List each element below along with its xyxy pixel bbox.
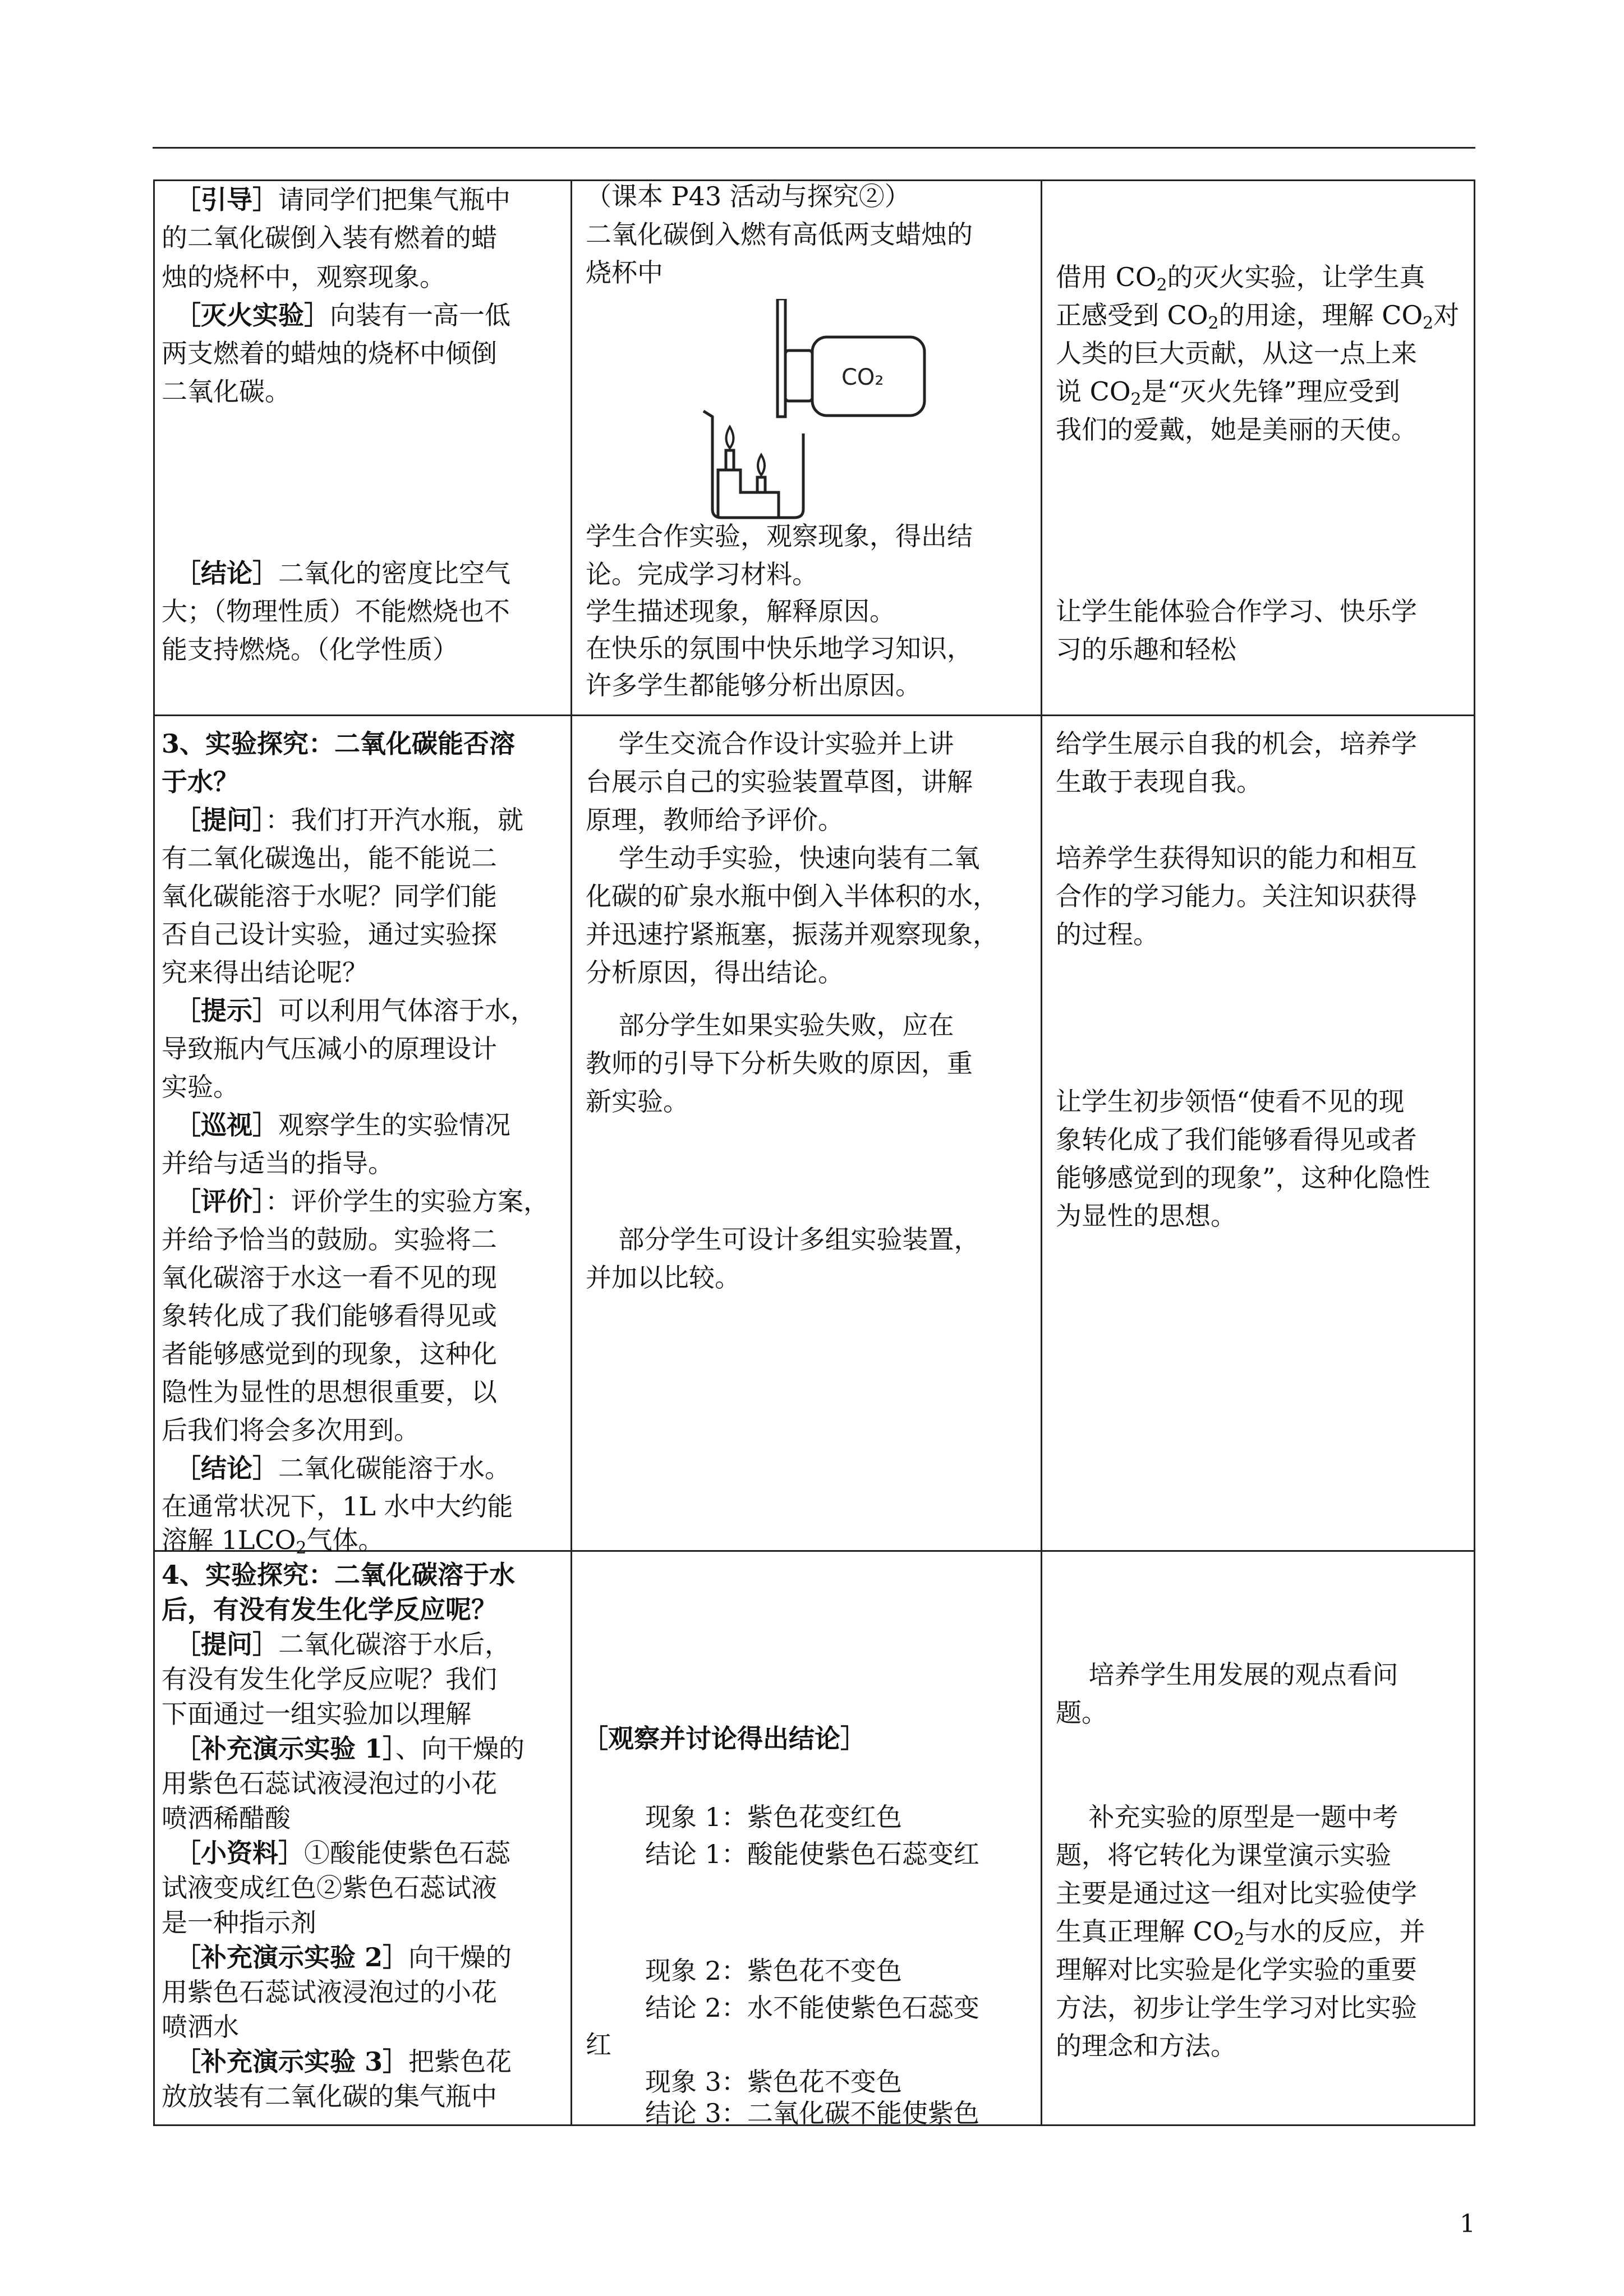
text-line: 并迅速拧紧瓶塞，振荡并观察现象，: [586, 919, 999, 949]
text-line: 借用 $CO_2$的灭火实验，让学生真: [1056, 262, 1425, 295]
text-line: 烛的烧杯中，观察现象。: [162, 262, 445, 292]
text-line: 并给予恰当的鼓励。实验将二: [162, 1224, 497, 1255]
text-line: 我们的爱戴，她是美丽的天使。: [1056, 414, 1417, 445]
text-line: 大；（物理性质）不能燃烧也不: [162, 596, 510, 626]
text-line: ［灭火实验］向装有一高一低: [175, 300, 510, 330]
short-candle: [757, 477, 765, 492]
text-line: 溶解 $1LCO_2$气体。: [162, 1525, 384, 1558]
tall-candle: [726, 450, 734, 470]
text-line: 给学生展示自我的机会，培养学: [1056, 729, 1417, 759]
text-line: 在通常状况下，1L 水中大约能: [162, 1491, 513, 1522]
section-heading: 后，有没有发生化学反应呢？: [162, 1594, 497, 1625]
text-line: 试液变成红色②紫色石蕊试液: [162, 1873, 497, 1903]
text-line: 隐性为显性的思想很重要，以: [162, 1377, 497, 1407]
text-line: 者能够感觉到的现象，这种化: [162, 1339, 497, 1369]
text-line: 教师的引导下分析失败的原因，重: [586, 1048, 973, 1078]
text-line: ［提问］二氧化碳溶于水后，: [175, 1629, 510, 1659]
text-line: 二氧化碳倒入燃有高低两支蜡烛的: [586, 219, 973, 250]
text-line: ［评价］：评价学生的实验方案，: [175, 1186, 549, 1216]
text-line: 部分学生如果实验失败，应在: [586, 1010, 954, 1040]
text-line: 能支持燃烧。（化学性质）: [162, 634, 458, 665]
text-line: 学生动手实验，快速向装有二氧: [586, 843, 980, 873]
text-line: 习的乐趣和轻松: [1056, 634, 1236, 665]
teacher-activity-cell: [154, 181, 572, 716]
text-line: 后我们将会多次用到。: [162, 1415, 420, 1445]
text-line: 两支燃着的蜡烛的烧杯中倾倒: [162, 338, 497, 368]
student-activity-cell: [572, 716, 1042, 1551]
text-line: 正感受到 $CO_2$的用途，理解 $CO_2$对: [1056, 300, 1460, 333]
co2-pouring-apparatus-diagram: [694, 299, 930, 534]
text-line: 理解对比实验是化学实验的重要: [1056, 1954, 1417, 1985]
text-line: 合作的学习能力。关注知识获得: [1056, 881, 1417, 911]
text-line: 导致瓶内气压减小的原理设计: [162, 1034, 497, 1064]
text-line: ［补充演示实验 2］向干燥的: [175, 1942, 512, 1972]
table-row: [154, 716, 1475, 1551]
text-line: 结论 3：二氧化碳不能使紫色: [645, 2098, 979, 2128]
text-line: 并给与适当的指导。: [162, 1148, 394, 1178]
student-activity-cell: [572, 181, 1042, 716]
text-line: 台展示自己的实验装置草图，讲解: [586, 767, 973, 797]
student-activity-cell: [572, 1551, 1042, 2126]
text-line: 学生描述现象，解释原因。: [586, 596, 895, 626]
text-line: ［补充演示实验 1］、向干燥的: [175, 1733, 525, 1764]
text-line: 补充实验的原型是一题中考: [1056, 1802, 1398, 1832]
text-line: 许多学生都能够分析出原因。: [586, 670, 921, 700]
section-heading: ［观察并讨论得出结论］: [582, 1723, 866, 1754]
text-line: 让学生能体验合作学习、快乐学: [1056, 596, 1417, 626]
text-line: 下面通过一组实验加以理解: [162, 1699, 471, 1729]
table-row: [154, 181, 1475, 716]
text-line: 部分学生可设计多组实验装置，: [586, 1224, 980, 1255]
text-line: ［提问］：我们打开汽水瓶，就: [175, 805, 523, 835]
text-line: 让学生初步领悟“使看不见的现: [1056, 1086, 1405, 1117]
text-line: 并加以比较。: [586, 1262, 740, 1293]
text-line: 实验。: [162, 1072, 239, 1102]
text-line: 放放装有二氧化碳的集气瓶中: [162, 2081, 497, 2111]
text-line: 学生合作实验，观察现象，得出结: [586, 521, 973, 551]
text-line: 培养学生用发展的观点看问: [1056, 1659, 1398, 1690]
text-line: 喷洒水: [162, 2012, 239, 2042]
page-number: 1: [1460, 2210, 1475, 2238]
text-line: 说 $CO_2$是“灭火先锋”理应受到: [1056, 376, 1400, 409]
text-line: ［结论］二氧化碳能溶于水。: [175, 1453, 510, 1483]
text-line: 分析原因，得出结论。: [586, 957, 844, 988]
text-line: 是一种指示剂: [162, 1907, 316, 1938]
text-line: 现象 3：紫色花不变色: [645, 2067, 902, 2097]
text-line: 氧化碳溶于水这一看不见的现: [162, 1262, 497, 1293]
text-line: 化碳的矿泉水瓶中倒入半体积的水，: [586, 881, 999, 911]
text-line: 有没有发生化学反应呢？我们: [162, 1664, 497, 1694]
text-line: ［巡视］观察学生的实验情况: [175, 1110, 510, 1140]
text-line: 论。完成学习材料。: [586, 559, 818, 589]
text-line: 喷洒稀醋酸: [162, 1803, 291, 1833]
text-line: 象转化成了我们能够看得见或者: [1056, 1124, 1417, 1155]
text-line: 主要是通过这一组对比实验使学: [1056, 1878, 1417, 1908]
text-line: 结论 2：水不能使紫色石蕊变: [645, 1993, 979, 2023]
header-rule: [153, 147, 1475, 149]
section-heading: 3、实验探究：二氧化碳能否溶: [162, 729, 516, 759]
text-line: 的过程。: [1056, 919, 1159, 949]
text-line: 题，将它转化为课堂演示实验: [1056, 1840, 1391, 1870]
text-line: 用紫色石蕊试液浸泡过的小花: [162, 1768, 497, 1799]
text-line: 氧化碳能溶于水呢？同学们能: [162, 881, 497, 911]
table-row: [154, 1551, 1475, 2126]
teacher-activity-cell: [154, 716, 572, 1558]
text-line: 在快乐的氛围中快乐地学习知识，: [586, 633, 973, 663]
text-line: 现象 2：紫色花不变色: [645, 1956, 902, 1986]
bottle-neck: [785, 351, 812, 401]
text-line: 方法，初步让学生学习对比实验: [1056, 1993, 1417, 2023]
short-candle-flame-icon: [758, 455, 765, 475]
text-line: 的理念和方法。: [1056, 2031, 1236, 2061]
text-line: 二氧化碳。: [162, 376, 291, 407]
text-line: 新实验。: [586, 1086, 689, 1117]
design-intent-cell: [1042, 1551, 1475, 2126]
text-line: 否自己设计实验，通过实验探: [162, 919, 497, 949]
teacher-activity-cell: [154, 1551, 572, 2126]
text-line: 生真正理解 $CO_2$与水的反应，并: [1056, 1916, 1425, 1949]
design-intent-cell: [1042, 181, 1475, 716]
candle-stand: [718, 470, 779, 517]
lesson-plan-table: [153, 179, 1475, 2126]
text-line: ［结论］二氧化的密度比空气: [175, 558, 510, 588]
design-intent-cell: [1042, 716, 1475, 1551]
text-line: ［提示］可以利用气体溶于水，: [175, 995, 536, 1026]
text-line: 现象 1：紫色花变红色: [645, 1802, 902, 1832]
text-line: ［补充演示实验 3］把紫色花: [175, 2046, 512, 2077]
text-line: ［小资料］①酸能使紫色石蕊: [175, 1838, 510, 1868]
text-line: 能够感觉到的现象”，这种化隐性: [1056, 1163, 1430, 1193]
text-line: 象转化成了我们能够看得见或: [162, 1301, 497, 1331]
text-line: 培养学生获得知识的能力和相互: [1056, 843, 1417, 873]
text-line: 究来得出结论呢？: [162, 957, 368, 988]
text-line: 有二氧化碳逸出，能不能说二: [162, 843, 497, 873]
text-line: （课本 P43 活动与探究②）: [586, 181, 910, 211]
text-line: 的二氧化碳倒入装有燃着的蜡: [162, 223, 497, 253]
text-line: 结论 1：酸能使紫色石蕊变红: [645, 1839, 979, 1869]
text-line: 生敢于表现自我。: [1056, 767, 1262, 797]
text-line: 人类的巨大贡献，从这一点上来: [1056, 338, 1417, 368]
text-line: ［引导］请同学们把集气瓶中: [175, 185, 510, 215]
section-heading: 于水？: [162, 767, 239, 797]
section-heading: 4、实验探究：二氧化碳溶于水: [162, 1560, 516, 1590]
text-line: 为显性的思想。: [1056, 1201, 1236, 1231]
text-line: 题。: [1056, 1698, 1107, 1728]
text-line: 红: [586, 2030, 611, 2060]
text-line: 烧杯中: [586, 257, 663, 288]
text-line: 原理，教师给予评价。: [586, 805, 844, 835]
co2-label: CO₂: [841, 365, 884, 390]
tall-candle-flame-icon: [726, 427, 734, 448]
text-line: 学生交流合作设计实验并上讲: [586, 729, 954, 759]
text-line: 用紫色石蕊试液浸泡过的小花: [162, 1977, 497, 2007]
